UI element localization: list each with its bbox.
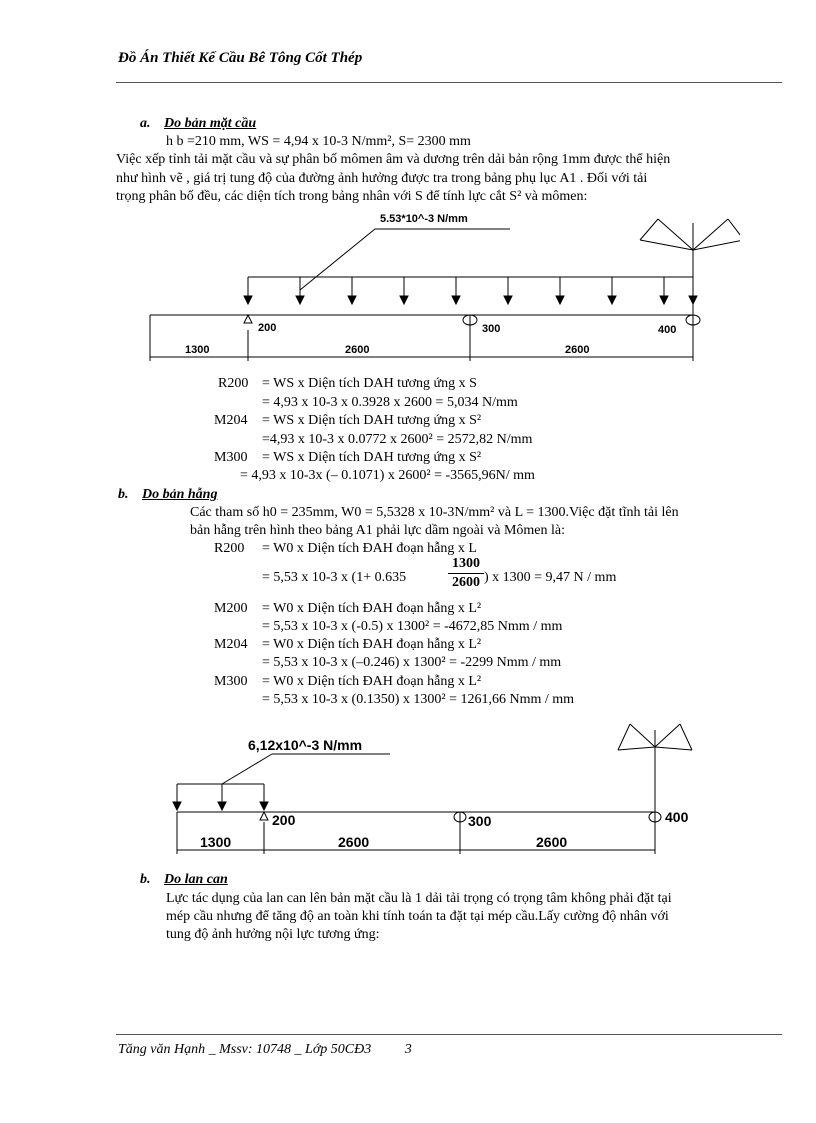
section-c-para-1: Lực tác dụng của lan can lên bản mặt cầu là 1 dải tải trọng có trọng tâm không phải đặt tại: [166, 891, 672, 906]
fb-r200-label: R200: [214, 541, 245, 556]
fa-m300-line2: = 4,93 x 10-3x (– 0.1071) x 2600² = -3565,96N/ mm: [240, 468, 535, 483]
section-a-letter: a.: [140, 116, 151, 131]
fb-r200-line1: = W0 x Diện tích ĐAH đoạn hẫng x L: [262, 541, 477, 556]
load-arrow: [218, 784, 226, 810]
section-b-title: Do bản hẫng: [142, 487, 218, 502]
load-label: 5.53*10^-3 N/mm: [380, 213, 468, 225]
support-label-400: 400: [665, 809, 689, 825]
cantilever-load-diagram: [160, 722, 700, 857]
dimension-line: [177, 812, 655, 854]
support-label-200: 200: [258, 322, 277, 334]
load-arrows: [173, 784, 268, 810]
deck-slab-load-diagram: [140, 205, 740, 365]
section-a-heading: [140, 116, 256, 132]
load-arrow: [244, 277, 252, 304]
fa-r200-line2: = 4,93 x 10-3 x 0.3928 x 2600 = 5,034 N/mm: [262, 395, 518, 410]
fb-m300-line1: = W0 x Diện tích ĐAH đoạn hẫng x L²: [262, 674, 482, 689]
fa-m300-line1: = WS x Diện tích DAH tương ứng x S²: [262, 450, 482, 465]
support-300-icon: [463, 315, 477, 330]
load-arrows: [244, 277, 697, 304]
fa-m204-line1: = WS x Diện tích DAH tương ứng x S²: [262, 413, 482, 428]
fb-m200-line2: = 5,53 x 10-3 x (-0.5) x 1300² = -4672,85 Nmm / mm: [262, 619, 563, 634]
support-200-icon: [260, 812, 268, 820]
load-arrow: [689, 277, 697, 304]
support-400-icon: [686, 315, 700, 330]
railing-post-icon: [640, 219, 740, 315]
load-arrow: [173, 784, 181, 810]
footer-text: Tăng văn Hạnh _ Mssv: 10748 _ Lớp 50CĐ3: [118, 1042, 372, 1057]
fb-m300-label: M300: [214, 674, 248, 689]
dimension-1300: 1300: [185, 344, 210, 356]
section-a-para-2: như hình vẽ , giá trị tung độ của đường ảnh hưởng được tra trong bảng phụ lục A1 . Đối với tải: [116, 171, 648, 186]
fa-m300-label: M300: [214, 450, 248, 465]
fa-m204-line2: =4,93 x 10-3 x 0.0772 x 2600² = 2572,82 N/mm: [262, 432, 533, 447]
section-b-heading: [118, 487, 217, 503]
fa-r200-label: R200: [218, 376, 249, 391]
dimension-2600-b: 2600: [536, 834, 568, 850]
header-rule: [116, 82, 782, 83]
fraction-bar: [448, 573, 484, 574]
section-a-title: Do bản mặt cầu: [164, 116, 257, 131]
dimension-line: [150, 315, 693, 361]
support-label-400: 400: [658, 324, 677, 336]
fa-m204-label: M204: [214, 413, 248, 428]
support-200-icon: [244, 315, 252, 323]
fb-m300-line2: = 5,53 x 10-3 x (0.1350) x 1300² = 1261,66 Nmm / mm: [262, 692, 575, 707]
dimension-2600-a: 2600: [345, 344, 370, 356]
load-arrow: [608, 277, 616, 304]
section-a-para-3: trọng phân bố đều, các diện tích trong bảng nhân với S để tính lực cắt S² và mômen:: [116, 189, 588, 204]
load-arrow: [504, 277, 512, 304]
document-header-title: Đồ Án Thiết Kế Cầu Bê Tông Cốt Thép: [118, 50, 363, 66]
load-arrow: [400, 277, 408, 304]
support-label-300: 300: [468, 813, 492, 829]
section-a-para-1: Việc xếp tỉnh tải mặt cầu và sự phân bố mômen âm và dương trên dải bản rộng 1mm được thể hiện: [116, 152, 671, 167]
support-400-icon: [649, 812, 661, 826]
fb-r200-line2a: = 5,53 x 10-3 x (1+ 0.635: [262, 570, 407, 585]
dimension-2600-b: 2600: [565, 344, 590, 356]
section-c-title: Do lan can: [164, 872, 228, 887]
load-arrow: [296, 277, 304, 304]
support-label-200: 200: [272, 812, 296, 828]
load-arrow: [452, 277, 460, 304]
support-label-300: 300: [482, 323, 501, 335]
load-arrow: [348, 277, 356, 304]
load-leader: [300, 229, 510, 290]
footer: [118, 1042, 412, 1058]
railing-post-icon: [618, 724, 692, 812]
load-arrow: [260, 784, 268, 810]
footer-rule: [116, 1034, 782, 1035]
page-number: 3: [404, 1042, 412, 1057]
section-a-params: h b =210 mm, WS = 4,94 x 10-3 N/mm², S= 2300 mm: [166, 134, 471, 149]
load-label: 6,12x10^-3 N/mm: [248, 737, 363, 753]
section-b-para-2: bản hẫng trên hình theo bảng A1 phải lực dầm ngoài và Mômen là:: [190, 523, 565, 538]
section-b-letter: b.: [118, 487, 129, 502]
fraction: [448, 556, 484, 591]
fb-m204-label: M204: [214, 637, 248, 652]
dimension-1300: 1300: [200, 834, 232, 850]
section-c-para-2: mép cầu nhưng để tăng độ an toàn khi tính toán ta đặt tại mép cầu.Lấy cường độ nhân với: [166, 909, 669, 924]
fraction-denominator: 2600: [452, 575, 480, 590]
load-arrow: [556, 277, 564, 304]
fb-m200-line1: = W0 x Diện tích ĐAH đoạn hẫng x L²: [262, 601, 482, 616]
fb-r200-line2b: ) x 1300 = 9,47 N / mm: [484, 570, 617, 585]
section-c-heading: [140, 872, 228, 888]
section-c-letter: b.: [140, 872, 151, 887]
fb-m204-line1: = W0 x Diện tích ĐAH đoạn hẫng x L²: [262, 637, 482, 652]
fb-m204-line2: = 5,53 x 10-3 x (–0.246) x 1300² = -2299 Nmm / mm: [262, 655, 562, 670]
load-arrow: [660, 277, 668, 304]
fraction-numerator: 1300: [452, 556, 480, 571]
load-leader: [222, 754, 390, 784]
fb-m200-label: M200: [214, 601, 248, 616]
section-c-para-3: tung độ ảnh hưởng nội lực tương ứng:: [166, 927, 380, 942]
dimension-2600-a: 2600: [338, 834, 370, 850]
support-300-icon: [454, 812, 466, 826]
section-b-para-1: Các tham số h0 = 235mm, W0 = 5,5328 x 10-3N/mm² và L = 1300.Việc đặt tĩnh tải lên: [190, 505, 679, 520]
fa-r200-line1: = WS x Diện tích DAH tương ứng x S: [262, 376, 477, 391]
